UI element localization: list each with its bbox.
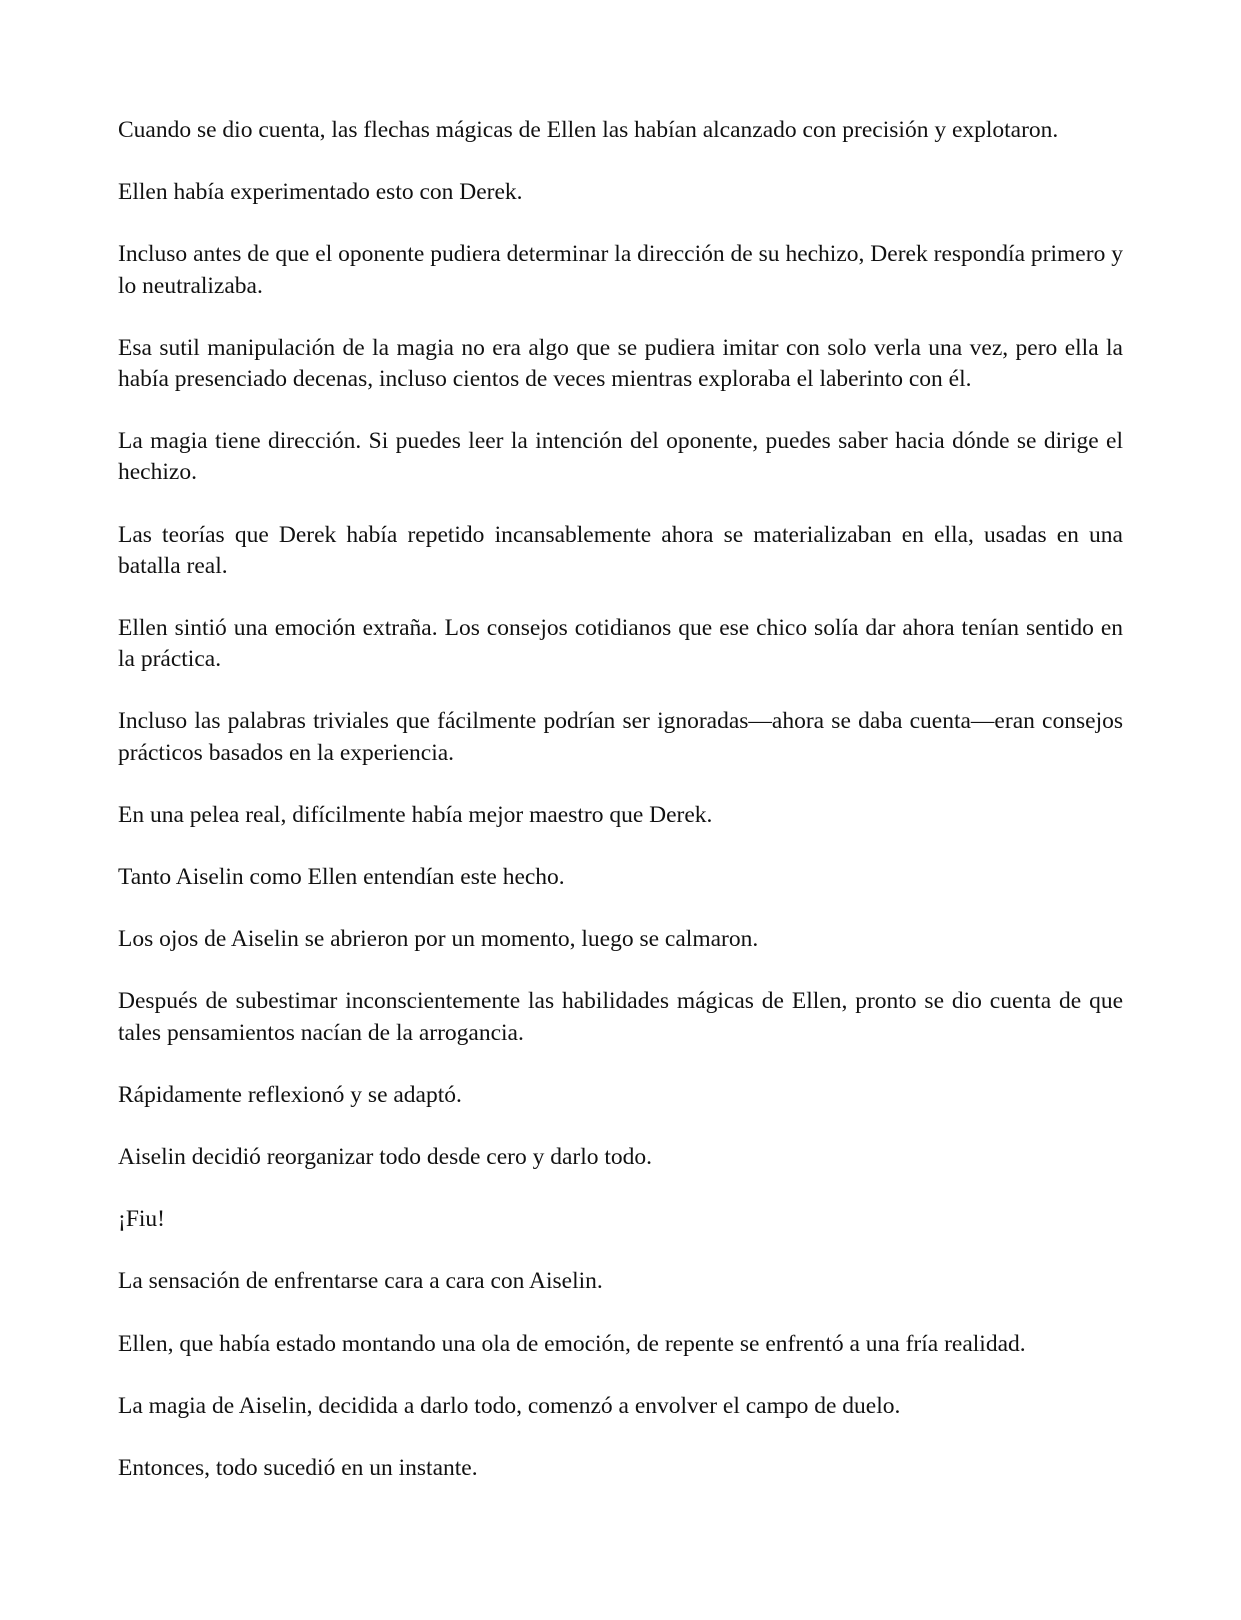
paragraph: La magia tiene dirección. Si puedes leer la intención del oponente, puedes saber hacia dónde se dirige el hechizo.	[118, 428, 1123, 486]
paragraph: Entonces, todo sucedió en un instante.	[118, 1455, 478, 1482]
paragraph: Los ojos de Aiselin se abrieron por un momento, luego se calmaron.	[118, 926, 759, 953]
paragraph: ¡Fiu!	[118, 1206, 165, 1233]
paragraph: Después de subestimar inconscientemente las habilidades mágicas de Ellen, pronto se dio cuenta de que tales pensamientos nacían de la arrogancia.	[118, 988, 1123, 1046]
paragraph: La sensación de enfrentarse cara a cara con Aiselin.	[118, 1268, 603, 1295]
paragraph: Aiselin decidió reorganizar todo desde cero y darlo todo.	[118, 1144, 653, 1171]
paragraph: Esa sutil manipulación de la magia no era algo que se pudiera imitar con solo verla una vez, pero ella la había presenciado decenas, incluso cientos de veces mientras exploraba el laberinto con él.	[118, 334, 1123, 393]
paragraph: Ellen había experimentado esto con Derek.	[118, 179, 523, 206]
paragraph: Ellen sintió una emoción extraña. Los consejos cotidianos que ese chico solía dar ahora tenían sentido en la práctica.	[118, 615, 1123, 673]
paragraph: Incluso antes de que el oponente pudiera determinar la dirección de su hechizo, Derek respondía primero y lo neutralizaba.	[118, 241, 1123, 299]
paragraph: En una pelea real, difícilmente había mejor maestro que Derek.	[118, 801, 713, 828]
paragraph: Rápidamente reflexionó y se adaptó.	[118, 1081, 462, 1108]
paragraph: Cuando se dio cuenta, las flechas mágicas de Ellen las habían alcanzado con precisión y explotaron.	[118, 117, 1059, 143]
paragraph: Las teorías que Derek había repetido incansablemente ahora se materializaban en ella, usadas en una batalla real.	[118, 521, 1123, 579]
paragraph: La magia de Aiselin, decidida a darlo todo, comenzó a envolver el campo de duelo.	[118, 1392, 901, 1419]
document-body	[118, 115, 1123, 1515]
paragraph: Tanto Aiselin como Ellen entendían este hecho.	[118, 864, 565, 891]
paragraph: Incluso las palabras triviales que fácilmente podrían ser ignoradas—ahora se daba cuenta—eran consejos prácticos basados en la experiencia.	[118, 708, 1123, 766]
paragraph: Ellen, que había estado montando una ola de emoción, de repente se enfrentó a una fría realidad.	[118, 1330, 1026, 1357]
